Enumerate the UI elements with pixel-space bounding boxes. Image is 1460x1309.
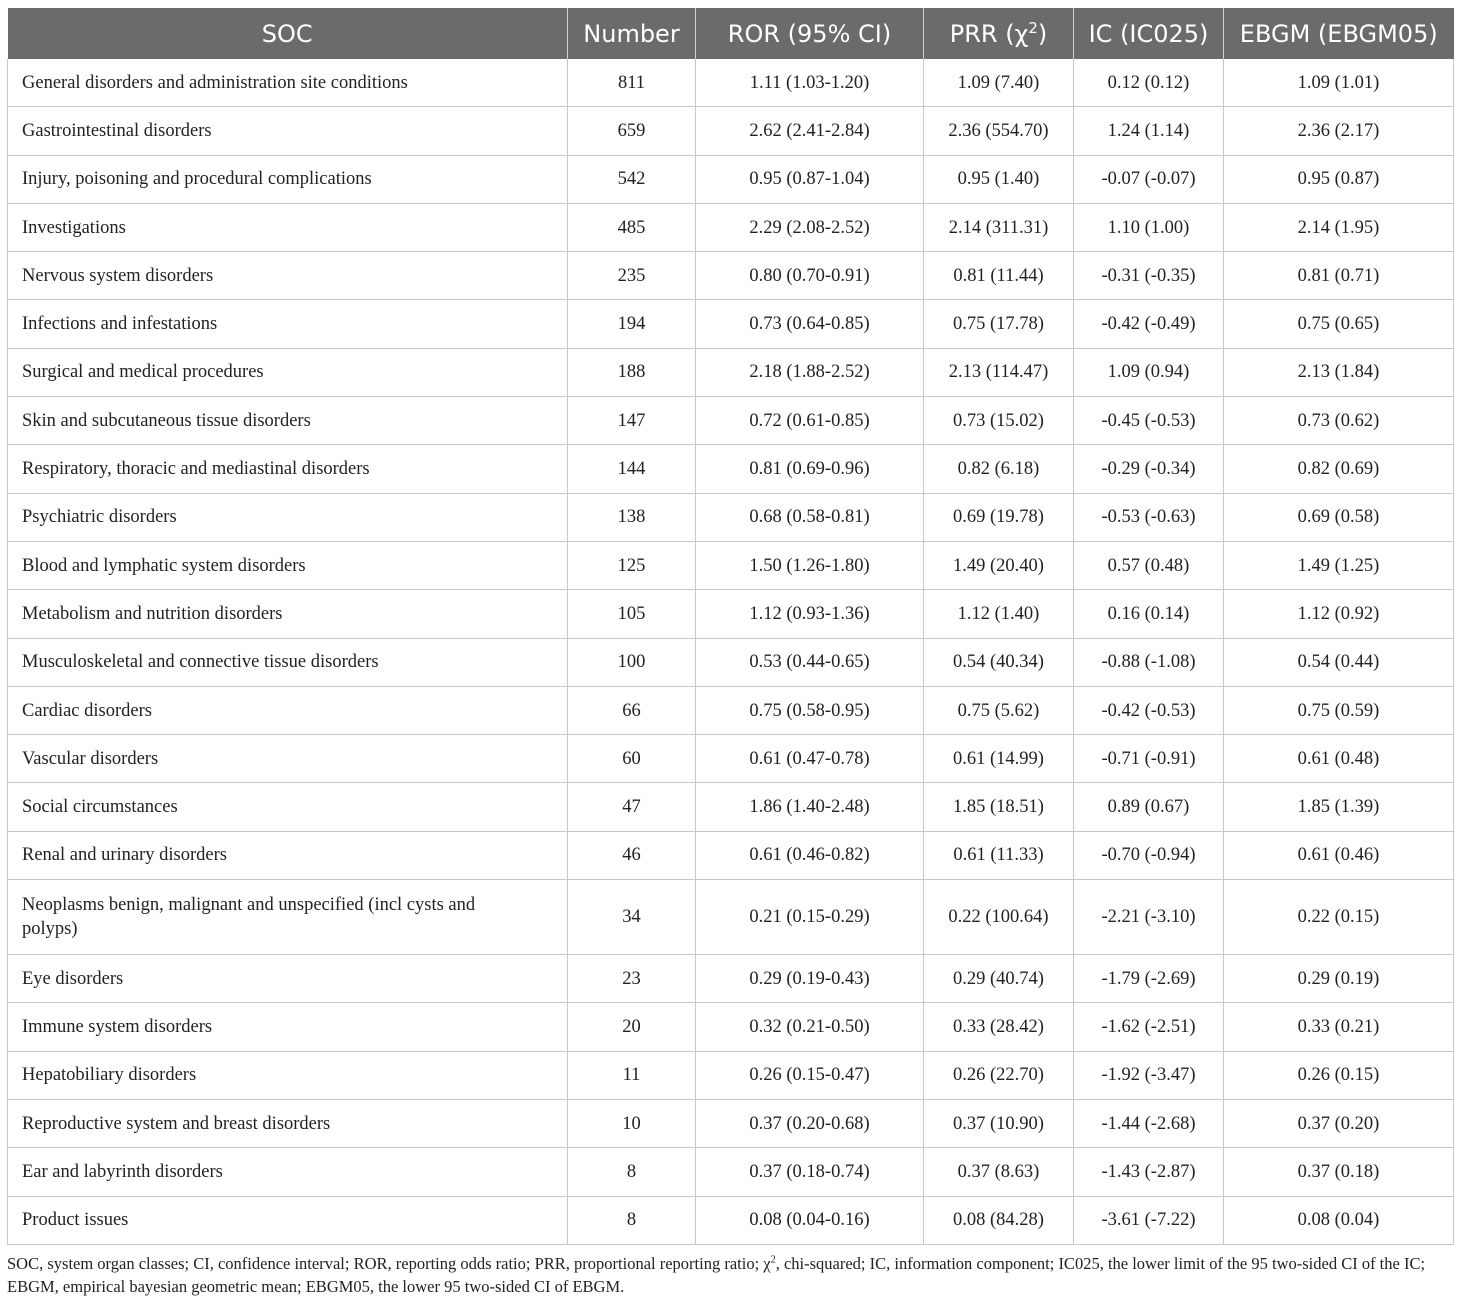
- cell-ic: 0.89 (0.67): [1074, 783, 1224, 831]
- cell-number: 46: [568, 831, 696, 879]
- cell-ic: -2.21 (-3.10): [1074, 880, 1224, 955]
- cell-soc: Hepatobiliary disorders: [8, 1051, 568, 1099]
- cell-soc: Social circumstances: [8, 783, 568, 831]
- table-row: [8, 107, 1454, 155]
- cell-ebgm: 0.75 (0.65): [1224, 300, 1454, 348]
- header-soc: SOC: [8, 8, 568, 59]
- cell-ic: -0.70 (-0.94): [1074, 831, 1224, 879]
- cell-ebgm: 1.85 (1.39): [1224, 783, 1454, 831]
- cell-number: 194: [568, 300, 696, 348]
- cell-soc: Eye disorders: [8, 955, 568, 1003]
- cell-number: 8: [568, 1196, 696, 1244]
- header-prr-text: PRR (χ: [949, 19, 1029, 48]
- table-row: [8, 638, 1454, 686]
- cell-ic: -0.31 (-0.35): [1074, 252, 1224, 300]
- cell-prr: 0.75 (5.62): [924, 686, 1074, 734]
- cell-prr: 1.12 (1.40): [924, 590, 1074, 638]
- footnote-sup: 2: [770, 1254, 776, 1266]
- cell-number: 11: [568, 1051, 696, 1099]
- cell-soc: Respiratory, thoracic and mediastinal disorders: [8, 445, 568, 493]
- cell-prr: 0.22 (100.64): [924, 880, 1074, 955]
- cell-number: 188: [568, 348, 696, 396]
- cell-number: 34: [568, 880, 696, 955]
- cell-number: 147: [568, 397, 696, 445]
- cell-soc: Investigations: [8, 203, 568, 251]
- cell-prr: 0.75 (17.78): [924, 300, 1074, 348]
- cell-soc: Psychiatric disorders: [8, 493, 568, 541]
- cell-ror: 0.32 (0.21-0.50): [696, 1003, 924, 1051]
- cell-ebgm: 0.73 (0.62): [1224, 397, 1454, 445]
- cell-ic: -1.79 (-2.69): [1074, 955, 1224, 1003]
- cell-ror: 0.37 (0.20-0.68): [696, 1099, 924, 1147]
- cell-soc: Surgical and medical procedures: [8, 348, 568, 396]
- cell-ror: 1.50 (1.26-1.80): [696, 541, 924, 589]
- table-row: [8, 300, 1454, 348]
- cell-ebgm: 0.33 (0.21): [1224, 1003, 1454, 1051]
- cell-prr: 0.08 (84.28): [924, 1196, 1074, 1244]
- cell-ic: -0.42 (-0.53): [1074, 686, 1224, 734]
- cell-soc: Skin and subcutaneous tissue disorders: [8, 397, 568, 445]
- cell-ebgm: 0.61 (0.48): [1224, 735, 1454, 783]
- cell-number: 8: [568, 1148, 696, 1196]
- cell-prr: 1.85 (18.51): [924, 783, 1074, 831]
- cell-number: 100: [568, 638, 696, 686]
- table-row: [8, 686, 1454, 734]
- disproportionality-table: [7, 8, 1454, 1245]
- cell-prr: 0.37 (10.90): [924, 1099, 1074, 1147]
- cell-soc: Neoplasms benign, malignant and unspecified (incl cysts and polyps): [8, 880, 568, 955]
- cell-ror: 0.26 (0.15-0.47): [696, 1051, 924, 1099]
- cell-soc: Nervous system disorders: [8, 252, 568, 300]
- table-row: [8, 397, 1454, 445]
- table-body: [8, 59, 1454, 1244]
- cell-number: 60: [568, 735, 696, 783]
- cell-ror: 0.29 (0.19-0.43): [696, 955, 924, 1003]
- cell-ror: 0.73 (0.64-0.85): [696, 300, 924, 348]
- cell-prr: 0.61 (14.99): [924, 735, 1074, 783]
- cell-soc: Cardiac disorders: [8, 686, 568, 734]
- cell-soc: Musculoskeletal and connective tissue disorders: [8, 638, 568, 686]
- cell-prr: 0.29 (40.74): [924, 955, 1074, 1003]
- cell-ror: 2.29 (2.08-2.52): [696, 203, 924, 251]
- cell-soc: Renal and urinary disorders: [8, 831, 568, 879]
- cell-ror: 0.80 (0.70-0.91): [696, 252, 924, 300]
- cell-ic: 0.57 (0.48): [1074, 541, 1224, 589]
- table-row: [8, 735, 1454, 783]
- table-row: [8, 541, 1454, 589]
- cell-ic: 1.09 (0.94): [1074, 348, 1224, 396]
- cell-soc: Blood and lymphatic system disorders: [8, 541, 568, 589]
- cell-prr: 2.14 (311.31): [924, 203, 1074, 251]
- cell-soc: Immune system disorders: [8, 1003, 568, 1051]
- table-row: [8, 59, 1454, 107]
- cell-number: 138: [568, 493, 696, 541]
- footnote-text-b: , chi-squared; IC, information component; IC025, the lower limit of the 95 two-sided CI of the IC; EBGM, empirical bayesian geometric mean; EBGM05, the lower 95 two-sided CI of EBGM.: [7, 1254, 1426, 1296]
- header-ebgm: EBGM (EBGM05): [1224, 8, 1454, 59]
- cell-ror: 2.62 (2.41-2.84): [696, 107, 924, 155]
- cell-ebgm: 0.75 (0.59): [1224, 686, 1454, 734]
- table-row: [8, 1003, 1454, 1051]
- cell-soc: General disorders and administration site conditions: [8, 59, 568, 107]
- cell-ic: 1.24 (1.14): [1074, 107, 1224, 155]
- cell-ror: 0.75 (0.58-0.95): [696, 686, 924, 734]
- cell-prr: 1.49 (20.40): [924, 541, 1074, 589]
- cell-ic: -1.44 (-2.68): [1074, 1099, 1224, 1147]
- cell-ror: 0.08 (0.04-0.16): [696, 1196, 924, 1244]
- table-row: [8, 1148, 1454, 1196]
- table-row: [8, 348, 1454, 396]
- cell-ror: 0.68 (0.58-0.81): [696, 493, 924, 541]
- table-row: [8, 252, 1454, 300]
- cell-prr: 1.09 (7.40): [924, 59, 1074, 107]
- cell-ebgm: 0.26 (0.15): [1224, 1051, 1454, 1099]
- cell-ebgm: 2.14 (1.95): [1224, 203, 1454, 251]
- cell-ebgm: 1.49 (1.25): [1224, 541, 1454, 589]
- header-prr-close: ): [1037, 19, 1048, 48]
- cell-ebgm: 0.29 (0.19): [1224, 955, 1454, 1003]
- cell-prr: 0.33 (28.42): [924, 1003, 1074, 1051]
- cell-soc: Metabolism and nutrition disorders: [8, 590, 568, 638]
- cell-ror: 0.37 (0.18-0.74): [696, 1148, 924, 1196]
- cell-soc: Vascular disorders: [8, 735, 568, 783]
- cell-ic: -0.29 (-0.34): [1074, 445, 1224, 493]
- cell-ebgm: 0.22 (0.15): [1224, 880, 1454, 955]
- cell-soc: Injury, poisoning and procedural complications: [8, 155, 568, 203]
- cell-ror: 0.61 (0.47-0.78): [696, 735, 924, 783]
- cell-ror: 0.61 (0.46-0.82): [696, 831, 924, 879]
- cell-prr: 0.54 (40.34): [924, 638, 1074, 686]
- cell-ebgm: 0.61 (0.46): [1224, 831, 1454, 879]
- cell-ic: -0.71 (-0.91): [1074, 735, 1224, 783]
- table-footnote: [7, 1252, 1453, 1298]
- cell-number: 659: [568, 107, 696, 155]
- cell-number: 485: [568, 203, 696, 251]
- cell-prr: 0.81 (11.44): [924, 252, 1074, 300]
- cell-ebgm: 0.81 (0.71): [1224, 252, 1454, 300]
- table-row: [8, 1099, 1454, 1147]
- cell-ic: -0.42 (-0.49): [1074, 300, 1224, 348]
- cell-ebgm: 0.82 (0.69): [1224, 445, 1454, 493]
- cell-soc: Reproductive system and breast disorders: [8, 1099, 568, 1147]
- cell-prr: 0.37 (8.63): [924, 1148, 1074, 1196]
- table-row: [8, 1196, 1454, 1244]
- cell-prr: 0.61 (11.33): [924, 831, 1074, 879]
- table-row: [8, 955, 1454, 1003]
- cell-ic: -3.61 (-7.22): [1074, 1196, 1224, 1244]
- cell-ic: -1.43 (-2.87): [1074, 1148, 1224, 1196]
- header-prr-sup: 2: [1028, 18, 1038, 37]
- cell-ror: 0.95 (0.87-1.04): [696, 155, 924, 203]
- cell-number: 144: [568, 445, 696, 493]
- cell-ebgm: 0.37 (0.18): [1224, 1148, 1454, 1196]
- cell-ic: -0.88 (-1.08): [1074, 638, 1224, 686]
- cell-ic: -1.62 (-2.51): [1074, 1003, 1224, 1051]
- cell-prr: 0.82 (6.18): [924, 445, 1074, 493]
- cell-number: 125: [568, 541, 696, 589]
- cell-ebgm: 2.36 (2.17): [1224, 107, 1454, 155]
- cell-number: 66: [568, 686, 696, 734]
- cell-ror: 1.86 (1.40-2.48): [696, 783, 924, 831]
- cell-prr: 2.36 (554.70): [924, 107, 1074, 155]
- cell-ic: -0.53 (-0.63): [1074, 493, 1224, 541]
- table-row: [8, 783, 1454, 831]
- table-row: [8, 203, 1454, 251]
- cell-ror: 0.81 (0.69-0.96): [696, 445, 924, 493]
- cell-ic: -0.45 (-0.53): [1074, 397, 1224, 445]
- cell-prr: 0.73 (15.02): [924, 397, 1074, 445]
- table-row: [8, 493, 1454, 541]
- header-prr: [924, 8, 1074, 59]
- cell-ebgm: 0.69 (0.58): [1224, 493, 1454, 541]
- cell-ebgm: 0.95 (0.87): [1224, 155, 1454, 203]
- table-row: [8, 445, 1454, 493]
- cell-ebgm: 0.37 (0.20): [1224, 1099, 1454, 1147]
- cell-prr: 0.26 (22.70): [924, 1051, 1074, 1099]
- cell-ror: 0.21 (0.15-0.29): [696, 880, 924, 955]
- cell-ror: 0.53 (0.44-0.65): [696, 638, 924, 686]
- cell-number: 542: [568, 155, 696, 203]
- header-ic: IC (IC025): [1074, 8, 1224, 59]
- cell-soc: Gastrointestinal disorders: [8, 107, 568, 155]
- data-table-container: [7, 8, 1453, 1245]
- cell-number: 811: [568, 59, 696, 107]
- cell-ic: 0.16 (0.14): [1074, 590, 1224, 638]
- cell-number: 47: [568, 783, 696, 831]
- cell-number: 20: [568, 1003, 696, 1051]
- cell-ebgm: 1.09 (1.01): [1224, 59, 1454, 107]
- table-row: [8, 831, 1454, 879]
- cell-ic: -0.07 (-0.07): [1074, 155, 1224, 203]
- cell-number: 235: [568, 252, 696, 300]
- table-row: [8, 1051, 1454, 1099]
- cell-number: 10: [568, 1099, 696, 1147]
- cell-prr: 0.69 (19.78): [924, 493, 1074, 541]
- cell-prr: 0.95 (1.40): [924, 155, 1074, 203]
- cell-soc: Product issues: [8, 1196, 568, 1244]
- cell-ebgm: 0.54 (0.44): [1224, 638, 1454, 686]
- cell-ror: 2.18 (1.88-2.52): [696, 348, 924, 396]
- cell-ic: 0.12 (0.12): [1074, 59, 1224, 107]
- cell-ror: 1.12 (0.93-1.36): [696, 590, 924, 638]
- footnote-text-a: SOC, system organ classes; CI, confidence interval; ROR, reporting odds ratio; PRR, proportional reporting ratio; χ: [7, 1254, 771, 1273]
- cell-ebgm: 2.13 (1.84): [1224, 348, 1454, 396]
- header-ror: ROR (95% CI): [696, 8, 924, 59]
- cell-ror: 0.72 (0.61-0.85): [696, 397, 924, 445]
- table-row: [8, 880, 1454, 955]
- cell-ebgm: 1.12 (0.92): [1224, 590, 1454, 638]
- cell-soc: Ear and labyrinth disorders: [8, 1148, 568, 1196]
- header-number: Number: [568, 8, 696, 59]
- table-row: [8, 155, 1454, 203]
- cell-ror: 1.11 (1.03-1.20): [696, 59, 924, 107]
- cell-ic: 1.10 (1.00): [1074, 203, 1224, 251]
- cell-prr: 2.13 (114.47): [924, 348, 1074, 396]
- cell-ic: -1.92 (-3.47): [1074, 1051, 1224, 1099]
- cell-number: 23: [568, 955, 696, 1003]
- cell-soc: Infections and infestations: [8, 300, 568, 348]
- table-row: [8, 590, 1454, 638]
- cell-ebgm: 0.08 (0.04): [1224, 1196, 1454, 1244]
- cell-number: 105: [568, 590, 696, 638]
- table-header-row: [8, 8, 1454, 59]
